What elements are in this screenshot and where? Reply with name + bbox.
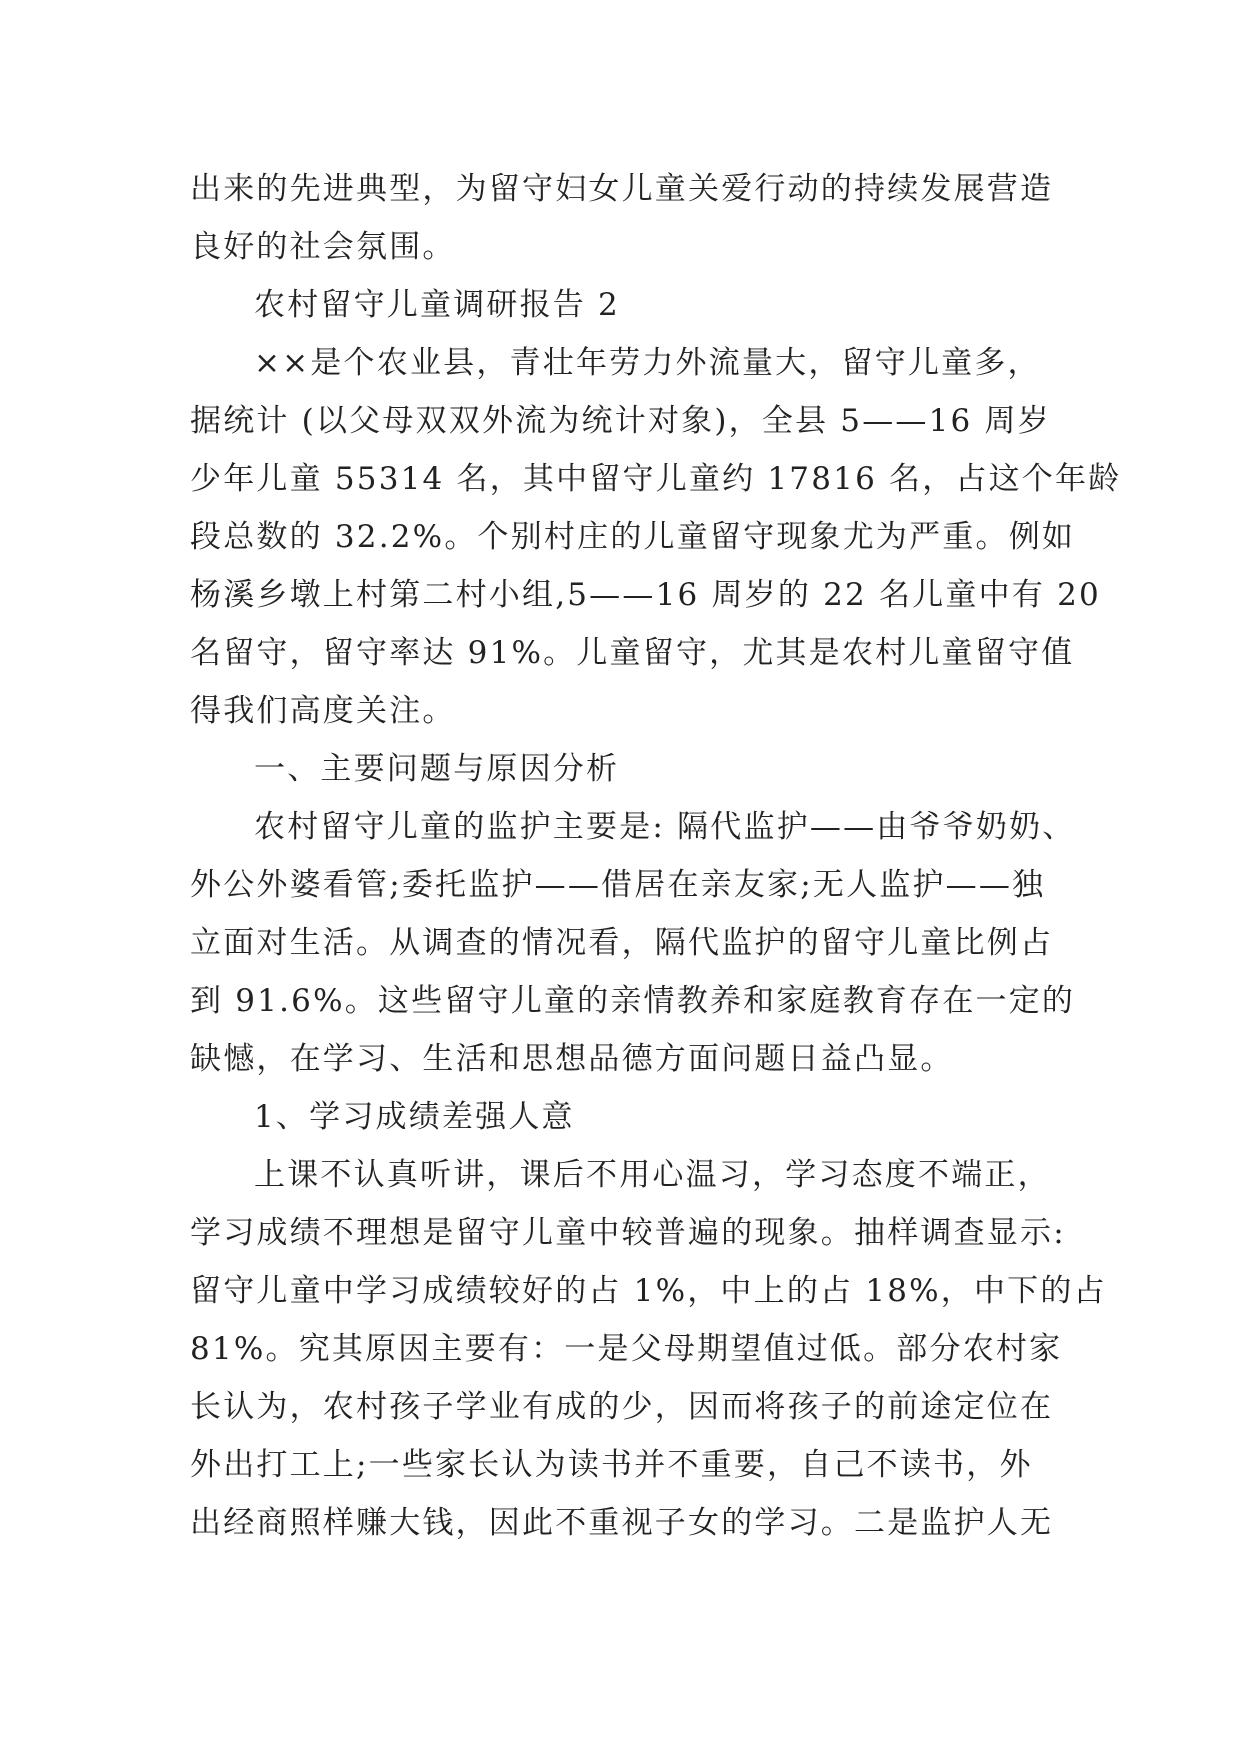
text-line: 杨溪乡墩上村第二村小组,5——16 周岁的 22 名儿童中有 20 <box>190 577 1101 613</box>
text-line: 缺憾，在学习、生活和思想品德方面问题日益凸显。 <box>190 1041 954 1077</box>
text-line: 据统计 (以父母双双外流为统计对象)，全县 5——16 周岁 <box>190 403 1051 439</box>
text-line: 良好的社会氛围。 <box>190 229 456 265</box>
document-body <box>190 160 1122 1552</box>
text-line: 得我们高度关注。 <box>190 693 456 729</box>
text-line: 上课不认真听讲，课后不用心温习，学习态度不端正， <box>254 1157 1051 1193</box>
text-line: 农村留守儿童的监护主要是: 隔代监护——由爷爷奶奶、 <box>254 809 1076 845</box>
report-title: 农村留守儿童调研报告 2 <box>254 287 620 323</box>
text-line: 81%。究其原因主要有：一是父母期望值过低。部分农村家 <box>190 1331 1063 1367</box>
text-line: 少年儿童 55314 名，其中留守儿童约 17816 名，占这个年龄 <box>190 461 1122 497</box>
text-line: 名留守，留守率达 91%。儿童留守，尤其是农村儿童留守值 <box>190 635 1075 671</box>
text-line: 外出打工上;一些家长认为读书并不重要，自己不读书，外 <box>190 1447 1033 1483</box>
text-line: 立面对生活。从调查的情况看，隔代监护的留守儿童比例占 <box>190 925 1054 961</box>
text-line: 学习成绩不理想是留守儿童中较普遍的现象。抽样调查显示: <box>190 1215 1066 1251</box>
section-heading: 一、主要问题与原因分析 <box>254 751 620 787</box>
text-line: ××是个农业县，青壮年劳力外流量大，留守儿童多， <box>254 345 1041 381</box>
subsection-heading: 1、学习成绩差强人意 <box>254 1099 575 1135</box>
text-line: 长认为，农村孩子学业有成的少，因而将孩子的前途定位在 <box>190 1389 1054 1425</box>
text-line: 外公外婆看管;委托监护——借居在亲友家;无人监护——独 <box>190 867 1046 903</box>
text-line: 出来的先进典型，为留守妇女儿童关爱行动的持续发展营造 <box>190 171 1054 207</box>
text-line: 留守儿童中学习成绩较好的占 1%，中上的占 18%，中下的占 <box>190 1273 1107 1309</box>
text-line: 到 91.6%。这些留守儿童的亲情教养和家庭教育存在一定的 <box>190 983 1076 1019</box>
text-line: 出经商照样赚大钱，因此不重视子女的学习。二是监护人无 <box>190 1505 1054 1541</box>
text-line: 段总数的 32.2%。个别村庄的儿童留守现象尤为严重。例如 <box>190 519 1076 555</box>
